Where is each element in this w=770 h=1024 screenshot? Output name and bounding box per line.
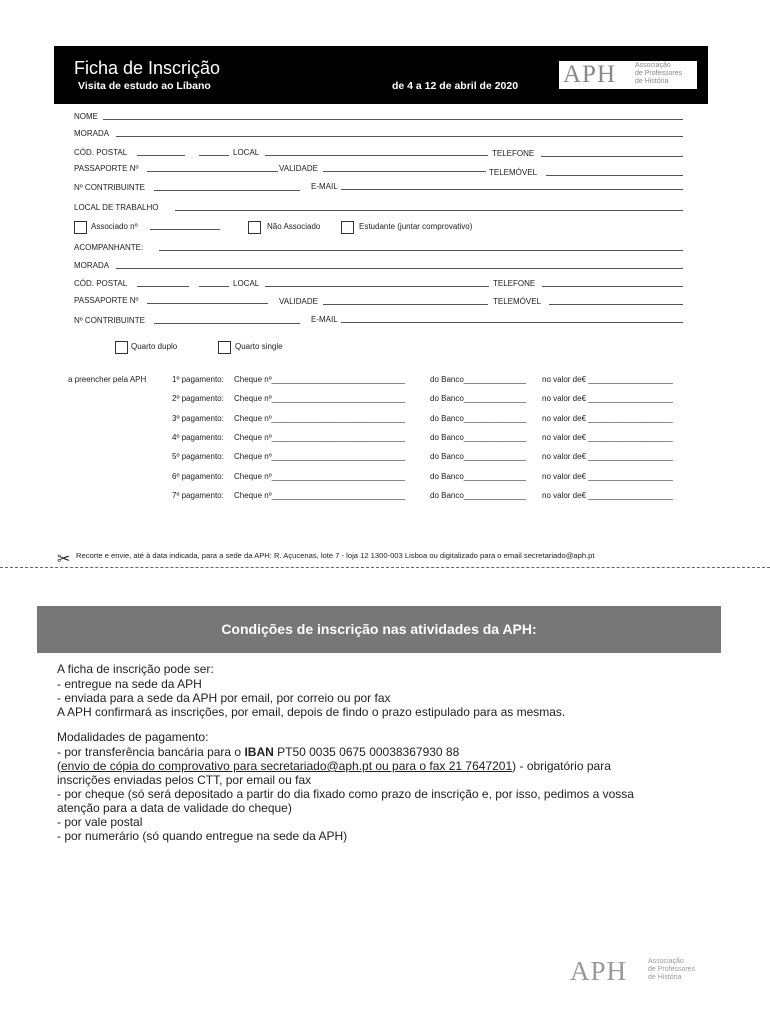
associado-label: Associado nº bbox=[91, 222, 138, 231]
payment-label: 2º pagamento: bbox=[172, 394, 224, 404]
cond-line-6: - por transferência bancária para o IBAN PT50 0035 0675 00038367930 88 bbox=[57, 745, 460, 759]
contribuinte-field[interactable] bbox=[154, 190, 300, 191]
cod-postal2-field-b[interactable] bbox=[199, 286, 229, 287]
morada2-label: MORADA bbox=[74, 261, 110, 270]
footer-aph-logo bbox=[570, 956, 710, 986]
contribuinte-label: Nº CONTRIBUINTE bbox=[74, 183, 145, 192]
cheque-field[interactable]: Cheque nº______________________________ bbox=[234, 432, 406, 442]
local-field[interactable] bbox=[265, 155, 488, 156]
morada-label: MORADA bbox=[74, 129, 110, 138]
nao-associado-label: Não Associado bbox=[267, 222, 321, 231]
cut-instructions: Recorte e envie, até à data indicada, para a sede da APH: R. Açucenas, lote 7 - loja 12 1300-003 Lisboa ou digitalizado para o email secretariado@aph.pt bbox=[76, 551, 595, 560]
telefone-label: TELEFONE bbox=[492, 149, 535, 158]
valor-field[interactable]: no valor de€ ___________________ bbox=[542, 490, 673, 500]
telemovel-label: TELEMÓVEL bbox=[489, 168, 538, 177]
local2-label: LOCAL bbox=[233, 279, 260, 288]
payment-label: 6º pagamento: bbox=[172, 471, 224, 481]
cod-postal-field-a[interactable] bbox=[137, 155, 185, 156]
cheque-field[interactable]: Cheque nº______________________________ bbox=[234, 394, 406, 404]
cond-line-9: - por cheque (só será depositado a partir do dia fixado como prazo de inscrição e, por isso, pedimos a vossa bbox=[57, 787, 634, 801]
quarto-single-label: Quarto single bbox=[235, 342, 283, 351]
footer-logo-letters: APH bbox=[570, 956, 628, 986]
quarto-duplo-label: Quarto duplo bbox=[131, 342, 178, 351]
acompanhante-label: ACOMPANHANTE: bbox=[74, 243, 144, 252]
cheque-field[interactable]: Cheque nº______________________________ bbox=[234, 471, 406, 481]
banco-field[interactable]: do Banco______________ bbox=[430, 394, 527, 404]
cond-line-11: - por vale postal bbox=[57, 815, 143, 829]
cheque-field[interactable]: Cheque nº______________________________ bbox=[234, 452, 406, 462]
conditions-banner: Condições de inscrição nas atividades da APH: bbox=[37, 606, 721, 653]
event-dates: de 4 a 12 de abril de 2020 bbox=[392, 80, 519, 92]
valor-field[interactable]: no valor de€ ___________________ bbox=[542, 452, 673, 462]
nao-associado-checkbox[interactable] bbox=[248, 221, 261, 234]
valor-field[interactable]: no valor de€ ___________________ bbox=[542, 471, 673, 481]
banco-field[interactable]: do Banco______________ bbox=[430, 471, 527, 481]
banco-field[interactable]: do Banco______________ bbox=[430, 452, 527, 462]
contribuinte2-field[interactable] bbox=[154, 323, 300, 324]
cheque-field[interactable]: Cheque nº______________________________ bbox=[234, 375, 406, 384]
estudante-label: Estudante (juntar comprovativo) bbox=[359, 222, 473, 231]
payment-label: 7º pagamento: bbox=[172, 490, 224, 500]
passaporte-field[interactable] bbox=[147, 171, 278, 172]
banco-field[interactable]: do Banco______________ bbox=[430, 375, 527, 384]
telemovel2-label: TELEMÓVEL bbox=[493, 297, 542, 306]
associado-checkbox[interactable] bbox=[74, 221, 87, 234]
passaporte2-label: PASSAPORTE Nº bbox=[74, 296, 139, 305]
nome-label: NOME bbox=[74, 112, 98, 121]
banco-field[interactable]: do Banco______________ bbox=[430, 432, 527, 442]
payment-label: 4º pagamento: bbox=[172, 432, 224, 442]
valor-field[interactable]: no valor de€ ___________________ bbox=[542, 394, 673, 404]
telefone-field[interactable] bbox=[541, 156, 683, 157]
passaporte2-field[interactable] bbox=[147, 303, 268, 304]
cod-postal-field-b[interactable] bbox=[199, 155, 229, 156]
quarto-duplo-checkbox[interactable] bbox=[115, 341, 128, 354]
valor-field[interactable]: no valor de€ ___________________ bbox=[542, 413, 673, 423]
morada2-field[interactable] bbox=[116, 268, 683, 269]
telefone2-field[interactable] bbox=[542, 286, 683, 287]
cheque-field[interactable]: Cheque nº______________________________ bbox=[234, 490, 406, 500]
telefone2-label: TELEFONE bbox=[493, 279, 536, 288]
local-trabalho-label: LOCAL DE TRABALHO bbox=[74, 203, 159, 212]
validade2-field[interactable] bbox=[323, 304, 488, 305]
telemovel2-field[interactable] bbox=[549, 304, 683, 305]
email-field[interactable] bbox=[341, 189, 683, 190]
quarto-single-checkbox[interactable] bbox=[218, 341, 231, 354]
logo-letters: APH bbox=[563, 61, 617, 88]
local-label: LOCAL bbox=[233, 148, 260, 157]
aph-logo bbox=[559, 61, 697, 89]
cod-postal2-field-a[interactable] bbox=[137, 286, 189, 287]
nome-field[interactable] bbox=[103, 119, 683, 120]
logo-text: Associação de Professores de História bbox=[635, 62, 683, 85]
cod-postal2-label: CÓD. POSTAL bbox=[74, 279, 128, 288]
cond-line-2: - entregue na sede da APH bbox=[57, 677, 202, 691]
cond-line-3: - enviada para a sede da APH por email, por correio ou por fax bbox=[57, 691, 391, 705]
cond-line-12: - por numerário (só quando entregue na sede da APH) bbox=[57, 829, 348, 843]
email2-label: E-MAIL bbox=[311, 315, 338, 324]
validade-label: VALIDADE bbox=[279, 164, 318, 173]
cheque-field[interactable]: Cheque nº______________________________ bbox=[234, 413, 406, 423]
banco-field[interactable]: do Banco______________ bbox=[430, 490, 527, 500]
contact-link[interactable]: envio de cópia do comprovativo para secretariado@aph.pt ou para o fax 21 7647201 bbox=[61, 759, 513, 773]
cond-line-1: A ficha de inscrição pode ser: bbox=[57, 662, 214, 676]
contribuinte2-label: Nº CONTRIBUINTE bbox=[74, 316, 145, 325]
page-subtitle: Visita de estudo ao Líbano bbox=[78, 80, 211, 92]
local-trabalho-field[interactable] bbox=[175, 210, 683, 211]
cod-postal-label: CÓD. POSTAL bbox=[74, 148, 128, 157]
banco-field[interactable]: do Banco______________ bbox=[430, 413, 527, 423]
valor-field[interactable]: no valor de€ ___________________ bbox=[542, 432, 673, 442]
associado-number-field[interactable] bbox=[150, 229, 220, 230]
form-header bbox=[54, 46, 708, 104]
validade-field[interactable] bbox=[323, 171, 486, 172]
payment-label: 3º pagamento: bbox=[172, 413, 224, 423]
cond-line-10: atenção para a data de validade do cheque) bbox=[57, 801, 292, 815]
passaporte-label: PASSAPORTE Nº bbox=[74, 164, 139, 173]
email-label: E-MAIL bbox=[311, 182, 338, 191]
page-title: Ficha de Inscrição bbox=[74, 58, 221, 78]
cond-line-4: A APH confirmará as inscrições, por email, depois de findo o prazo estipulado para as mesmas. bbox=[57, 705, 566, 719]
acompanhante-field[interactable] bbox=[159, 250, 683, 251]
cond-line-7: (envio de cópia do comprovativo para secretariado@aph.pt ou para o fax 21 7647201) - obrigatório para bbox=[57, 759, 611, 773]
email2-field[interactable] bbox=[341, 322, 683, 323]
telemovel-field[interactable] bbox=[546, 175, 683, 176]
scissors-icon: ✂ bbox=[57, 551, 71, 568]
cond-line-8: inscrições enviadas pelos CTT, por email ou fax bbox=[57, 773, 312, 787]
valor-field[interactable]: no valor de€ ___________________ bbox=[542, 375, 673, 384]
morada-field[interactable] bbox=[116, 136, 683, 137]
local2-field[interactable] bbox=[265, 286, 489, 287]
estudante-checkbox[interactable] bbox=[341, 221, 354, 234]
aph-use-label: a preencher pela APH bbox=[68, 375, 147, 384]
payment-label: 5º pagamento: bbox=[172, 452, 224, 462]
cut-line bbox=[0, 567, 770, 568]
payment-label: 1º pagamento: bbox=[172, 375, 224, 384]
validade2-label: VALIDADE bbox=[279, 297, 318, 306]
cond-line-5: Modalidades de pagamento: bbox=[57, 730, 209, 744]
footer-logo-text: Associação de Professores de História bbox=[648, 958, 696, 981]
